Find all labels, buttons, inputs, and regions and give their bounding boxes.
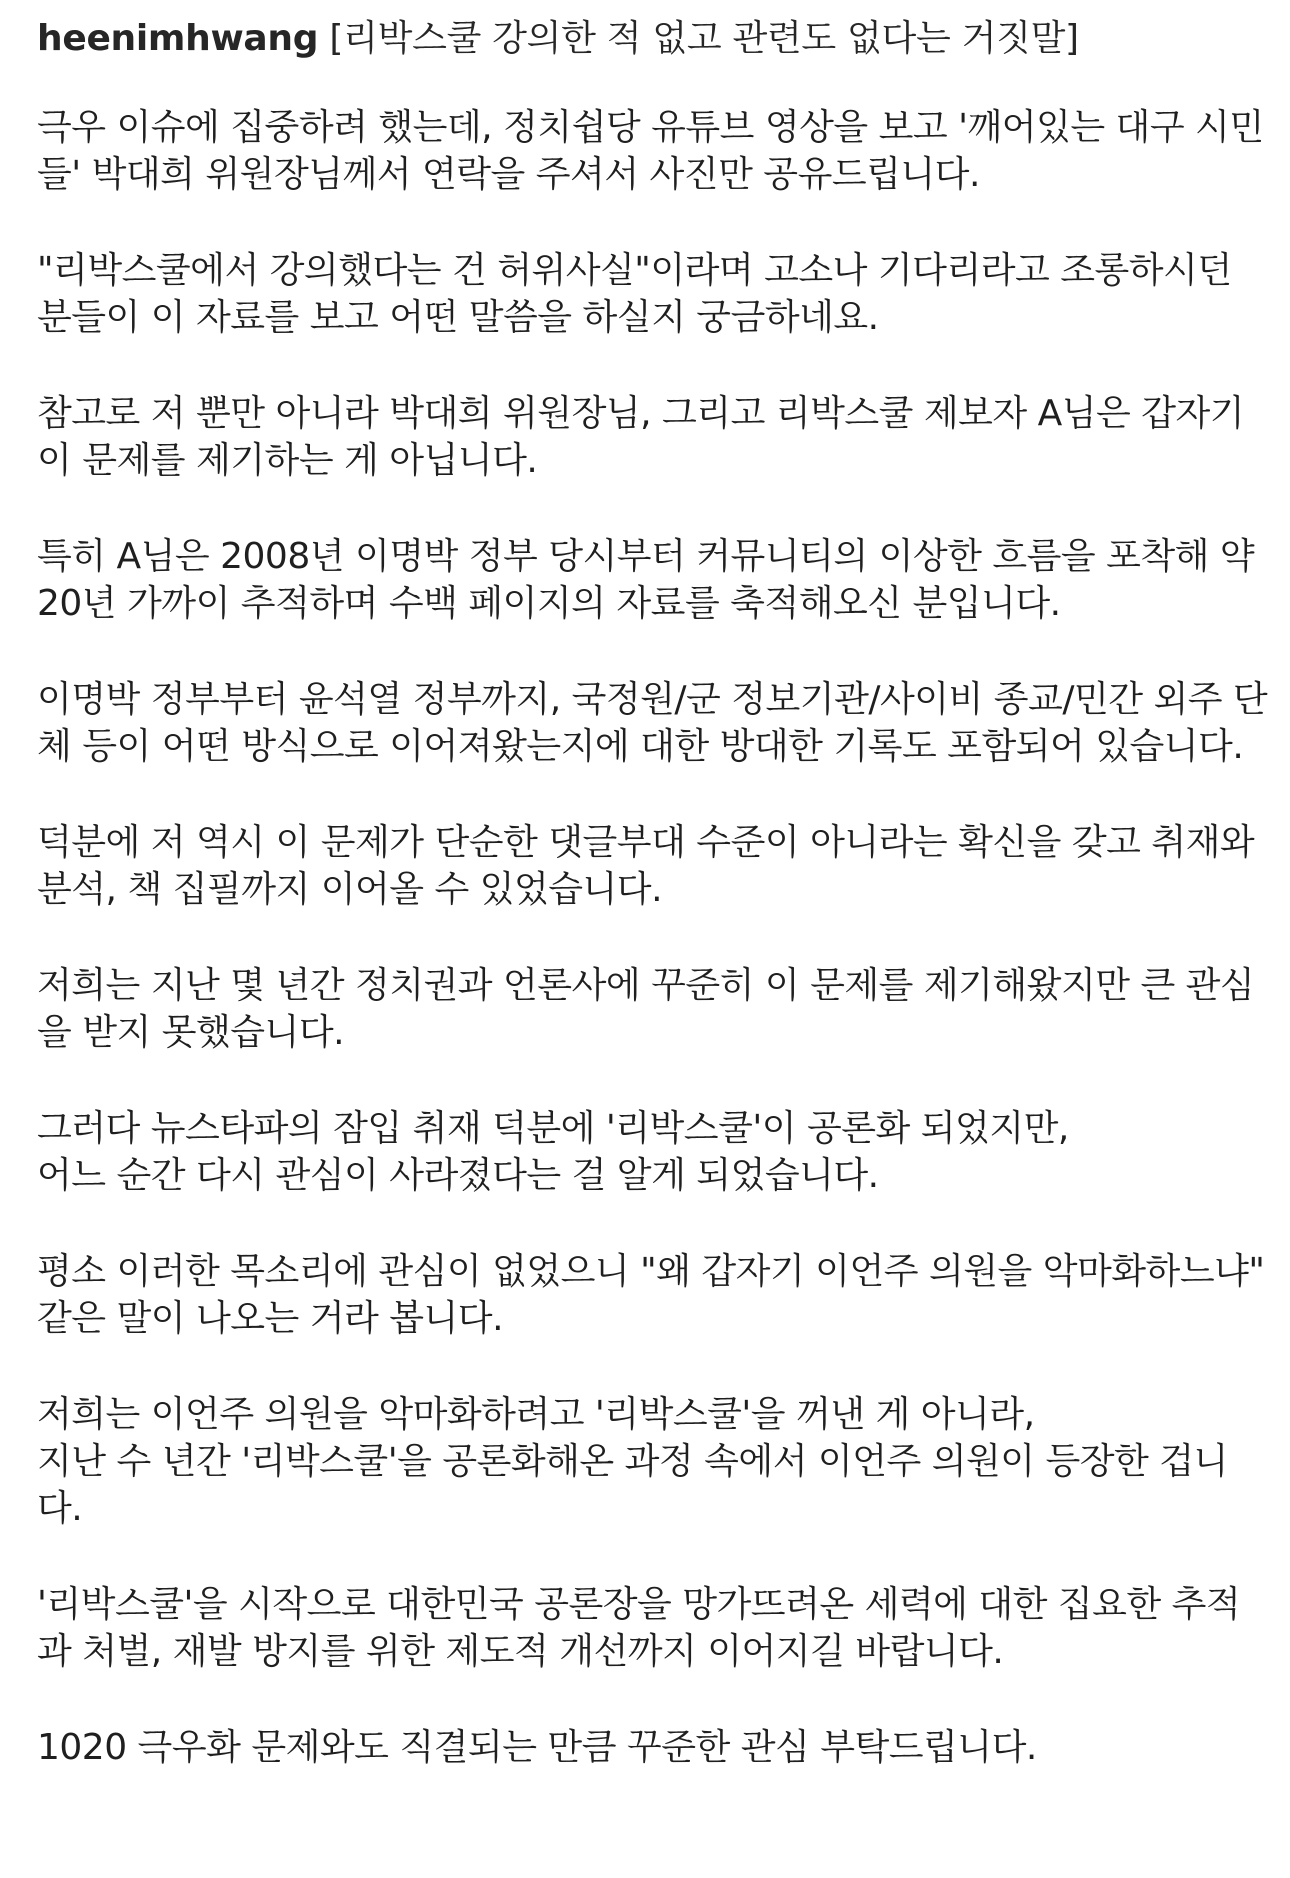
caption-title: [리박스쿨 강의한 적 없고 관련도 없다는 거짓말] — [329, 18, 1079, 59]
caption-paragraph — [37, 247, 1262, 341]
caption-line: 1020 극우화 문제와도 직결되는 만큼 꾸준한 관심 부탁드립니다. — [37, 1727, 1037, 1768]
caption-line: 극우 이슈에 집중하려 했는데, 정치쉽당 유튜브 영상을 보고 '깨어있는 대구 시민 — [37, 107, 1264, 148]
caption-paragraph — [37, 676, 1268, 770]
caption-line: 분들이 이 자료를 보고 어떤 말씀을 하실지 궁금하네요. — [37, 297, 879, 338]
caption-paragraph — [37, 390, 1262, 484]
caption-line: 저희는 이언주 의원을 악마화하려고 '리박스쿨'을 꺼낸 게 아니라, — [37, 1394, 1035, 1435]
caption-line: 이 문제를 제기하는 게 아닙니다. — [37, 440, 538, 481]
caption-line: 참고로 저 뿐만 아니라 박대희 위원장님, 그리고 리박스쿨 제보자 A님은 갑자기 — [37, 393, 1245, 434]
caption-header — [37, 14, 1262, 64]
caption-line: 과 처벌, 재발 방지를 위한 제도적 개선까지 이어지길 바랍니다. — [37, 1631, 1004, 1672]
caption-line: 평소 이러한 목소리에 관심이 없었으니 "왜 갑자기 이언주 의원을 악마화하느냐" — [37, 1251, 1265, 1292]
caption-line: 그러다 뉴스타파의 잠입 취재 덕분에 '리박스쿨'이 공론화 되었지만, — [37, 1108, 1069, 1149]
caption-line: 20년 가까이 추적하며 수백 페이지의 자료를 축적해오신 분입니다. — [37, 583, 1061, 624]
caption-line: 특히 A님은 2008년 이명박 정부 당시부터 커뮤니티의 이상한 흐름을 포착해 약 — [37, 536, 1255, 577]
caption-line: 저희는 지난 몇 년간 정치권과 언론사에 꾸준히 이 문제를 제기해왔지만 큰 관심 — [37, 965, 1255, 1006]
caption-line: 을 받지 못했습니다. — [37, 1012, 345, 1053]
caption-paragraph — [37, 1391, 1262, 1532]
caption-line: 체 등이 어떤 방식으로 이어져왔는지에 대한 방대한 기록도 포함되어 있습니다. — [37, 726, 1244, 767]
caption-paragraph — [37, 1248, 1265, 1342]
username-link[interactable]: heenimhwang — [37, 18, 319, 59]
post-caption — [37, 14, 1268, 1820]
caption-line: '리박스쿨'을 시작으로 대한민국 공론장을 망가뜨려온 세력에 대한 집요한 추적 — [37, 1584, 1241, 1625]
caption-line: 이명박 정부부터 윤석열 정부까지, 국정원/군 정보기관/사이비 종교/민간 외주 단 — [37, 679, 1268, 720]
caption-line: 분석, 책 집필까지 이어올 수 있었습니다. — [37, 869, 663, 910]
caption-paragraph — [37, 104, 1262, 198]
caption-line: 지난 수 년간 '리박스쿨'을 공론화해온 과정 속에서 이언주 의원이 등장한 겁니 — [37, 1441, 1228, 1482]
caption-line: "리박스쿨에서 강의했다는 건 허위사실"이라며 고소나 기다리라고 조롱하시던 — [37, 250, 1232, 291]
caption-line: 같은 말이 나오는 거라 봅니다. — [37, 1298, 504, 1339]
caption-paragraph — [37, 819, 1262, 913]
caption-paragraph — [37, 1105, 1262, 1199]
caption-paragraph — [37, 1724, 1262, 1771]
caption-paragraph — [37, 1581, 1262, 1675]
caption-line: 들' 박대희 위원장님께서 연락을 주셔서 사진만 공유드립니다. — [37, 154, 980, 195]
caption-line: 다. — [37, 1488, 83, 1529]
caption-paragraph — [37, 533, 1262, 627]
caption-line: 어느 순간 다시 관심이 사라졌다는 걸 알게 되었습니다. — [37, 1155, 879, 1196]
caption-line: 덕분에 저 역시 이 문제가 단순한 댓글부대 수준이 아니라는 확신을 갖고 취재와 — [37, 822, 1255, 863]
caption-paragraph — [37, 962, 1262, 1056]
caption-body — [37, 104, 1268, 1771]
